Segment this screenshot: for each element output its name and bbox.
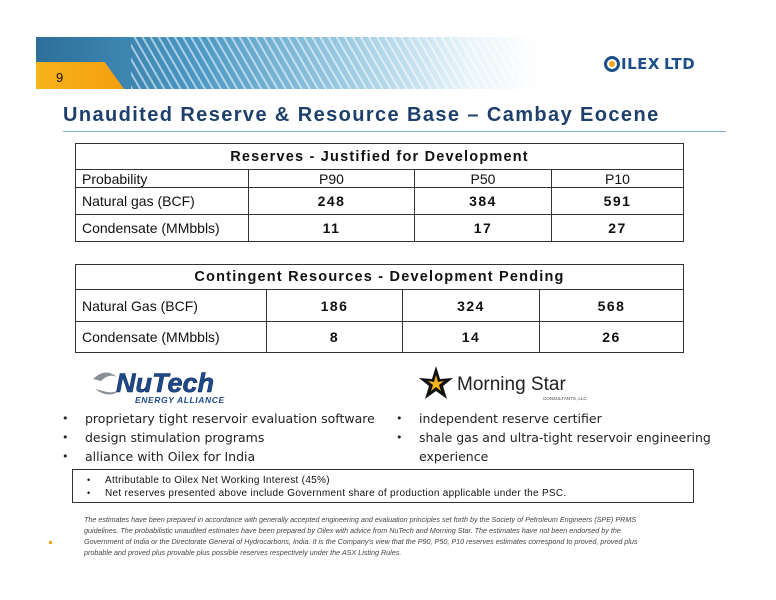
cell-value: 8 (267, 322, 403, 353)
column-header-p50: P50 (415, 170, 552, 188)
row-label: Natural Gas (BCF) (76, 290, 267, 322)
row-label: Natural gas (BCF) (76, 188, 249, 215)
cell-value: 324 (403, 290, 540, 322)
table-row (76, 290, 684, 322)
cell-value: 11 (249, 215, 415, 242)
cell-value: 17 (415, 215, 552, 242)
oilex-logo (604, 54, 695, 74)
oilex-o-icon (604, 56, 620, 72)
slide-title: Unaudited Reserve & Resource Base – Cambay Eocene (63, 104, 660, 126)
cell-value: 568 (540, 290, 684, 322)
cell-value: 186 (267, 290, 403, 322)
table-row (76, 322, 684, 353)
table-row (76, 188, 684, 215)
list-item-continuation: experience (419, 449, 489, 464)
oilex-logo-suffix: LTD (663, 55, 696, 73)
cell-value: 248 (249, 188, 415, 215)
list-item: • shale gas and ultra-tight reservoir engineering (396, 428, 711, 447)
morningstar-bullet-list (396, 409, 711, 466)
header-hatch-pattern (131, 37, 611, 89)
cell-value: 14 (403, 322, 540, 353)
row-label: Condensate (MMbbls) (76, 215, 249, 242)
nutech-logo-subtext: ENERGY ALLIANCE (135, 395, 225, 405)
cell-value: 26 (540, 322, 684, 353)
column-header-probability: Probability (76, 170, 249, 188)
morningstar-star-icon (419, 366, 453, 399)
morningstar-logo-text: Morning Star (457, 374, 566, 395)
morningstar-logo-subtext: CONSULTANTS, LLC (543, 396, 587, 401)
contingent-resources-table (75, 264, 684, 353)
note-item: • Net reserves presented above include Government share of production applicable under the PSC. (87, 487, 693, 500)
page-number: 9 (56, 70, 64, 85)
nutech-logo (89, 365, 239, 405)
column-header-p10: P10 (552, 170, 684, 188)
notes-box (72, 469, 694, 503)
list-item: • proprietary tight reservoir evaluation software (62, 409, 375, 428)
cell-value: 384 (415, 188, 552, 215)
note-item: • Attributable to Oilex Net Working Interest (45%) (87, 474, 693, 487)
disclaimer-text: The estimates have been prepared in accordance with generally accepted engineering and evaluation principles set forth by the Society of Petroleum Engineers (SPE) PRMS guidelines. The probabilistic unaudited estimates have been prepared by Oilex with advice from NuTech and Morning Star. The estimates have not been endorsed by the Government of India or the Directorate General of Hydrocarbons, India. It is the Company's view that the P90, P50, P10 reserves estimates correspond to proved, proved plus probable and proved plus provable plus possible reserves respectively under the ASX Listing Rules. (84, 515, 638, 557)
list-item: • independent reserve certifier (396, 409, 711, 428)
reserves-table (75, 143, 684, 242)
reserves-table-heading: Reserves - Justified for Development (76, 144, 684, 170)
list-item: • alliance with Oilex for India (62, 447, 375, 466)
cell-value: 591 (552, 188, 684, 215)
oilex-logo-name: ILEX (621, 55, 660, 73)
corner-dot (49, 541, 52, 544)
column-header-p90: P90 (249, 170, 415, 188)
nutech-logo-text: NuTech (116, 368, 215, 398)
nutech-bullet-list (62, 409, 375, 466)
table-row (76, 215, 684, 242)
nutech-swoosh-icon (93, 372, 117, 381)
cell-value: 27 (552, 215, 684, 242)
list-item: • design stimulation programs (62, 428, 375, 447)
morningstar-logo (417, 364, 587, 404)
title-divider (63, 131, 726, 132)
contingent-table-heading: Contingent Resources - Development Pending (76, 265, 684, 290)
row-label: Condensate (MMbbls) (76, 322, 267, 353)
